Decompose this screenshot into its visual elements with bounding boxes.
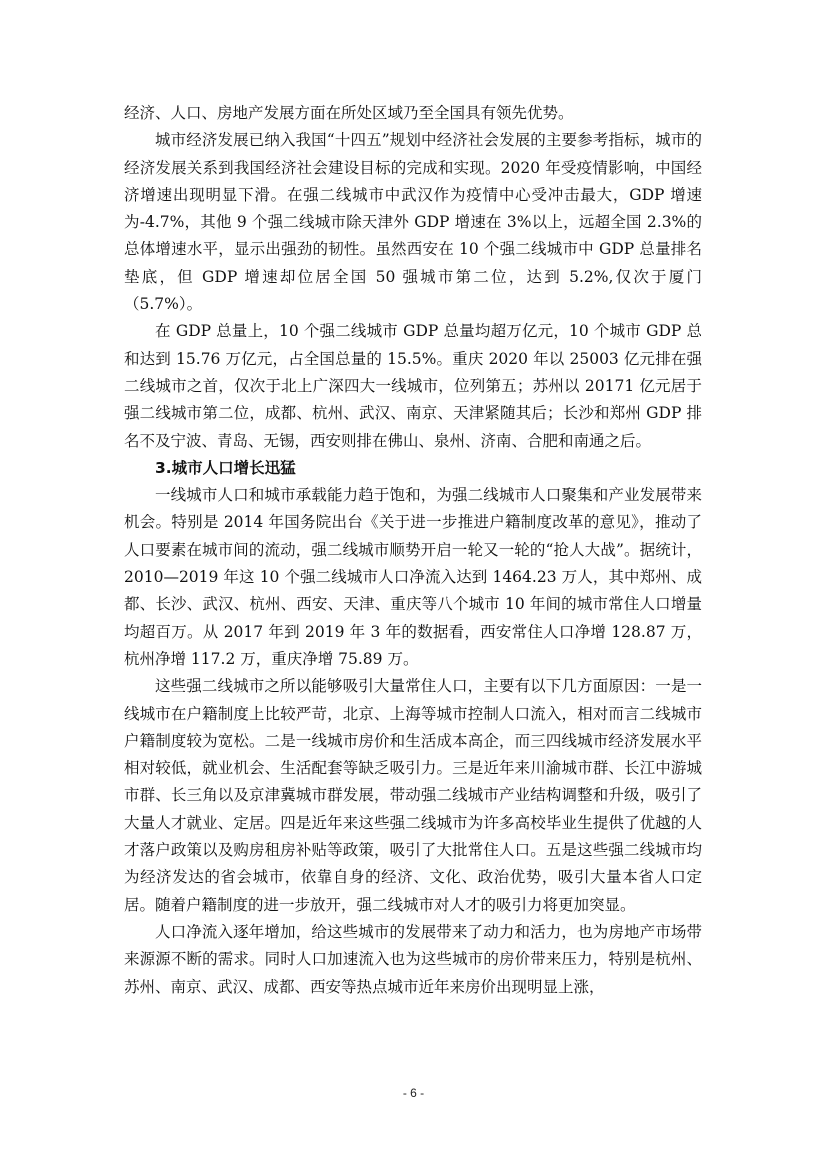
paragraph: 在 GDP 总量上，10 个强二线城市 GDP 总量均超万亿元，10 个城市 GDP 总和达到 15.76 万亿元，占全国总量的 15.5%。重庆 2020 年以 25003 亿元排在强二线城市之首，仅次于北上广深四大一线城市，位列第五；苏州以 20171 亿元居于强二线城市第二位，成都、杭州、武汉、南京、天津紧随其后；长沙和郑州 GDP 排名不及宁波、青岛、无锡，西安则排在佛山、泉州、济南、合肥和南通之后。 xyxy=(124,322,702,450)
page-number: - 6 - xyxy=(402,1086,425,1100)
page-body xyxy=(124,100,702,1001)
paragraph: 这些强二线城市之所以能够吸引大量常住人口，主要有以下几方面原因：一是一线城市在户籍制度上比较严苛，北京、上海等城市控制人口流入，相对而言二线城市户籍制度较为宽松。二是一线城市房价和生活成本高企，而三四线城市经济发展水平相对较低，就业机会、生活配套等缺乏吸引力。三是近年来川渝城市群、长江中游城市群、长三角以及京津冀城市群发展，带动强二线城市产业结构调整和升级，吸引了大量人才就业、定居。四是近年来这些强二线城市为许多高校毕业生提供了优越的人才落户政策以及购房租房补贴等政策，吸引了大批常住人口。五是这些强二线城市均为经济发达的省会城市，依靠自身的经济、文化、政治优势，吸引大量本省人口定居。随着户籍制度的进一步放开，强二线城市对人才的吸引力将更加突显。 xyxy=(124,677,702,914)
paragraph-continuation: 经济、人口、房地产发展方面在所处区域乃至全国具有领先优势。 xyxy=(124,104,574,122)
paragraph: 一线城市人口和城市承载能力趋于饱和，为强二线城市人口聚集和产业发展带来机会。特别是 2014 年国务院出台《关于进一步推进户籍制度改革的意见》，推动了人口要素在城市间的流动，强二线城市顺势开启一轮又一轮的“抢人大战”。据统计，2010—2019 年这 10 个强二线城市人口净流入达到 1464.23 万人，其中郑州、成都、长沙、武汉、杭州、西安、天津、重庆等八个城市 10 年间的城市常住人口增量均超百万。从 2017 年到 2019 年 3 年的数据看，西安常住人口净增 128.87 万，杭州净增 117.2 万，重庆净增 75.89 万。 xyxy=(124,486,702,668)
section-heading: 3.城市人口增长迅猛 xyxy=(155,458,296,477)
paragraph: 城市经济发展已纳入我国“十四五”规划中经济社会发展的主要参考指标，城市的经济发展关系到我国经济社会建设目标的完成和实现。2020 年受疫情影响，中国经济增速出现明显下滑。在强二线城市中武汉作为疫情中心受冲击最大，GDP 增速为-4.7%，其他 9 个强二线城市除天津外 GDP 增速在 3%以上，远超全国 2.3%的总体增速水平，显示出强劲的韧性。虽然西安在 10 个强二线城市中 GDP 总量排名垫底，但 GDP 增速却位居全国 50 强城市第二位，达到 5.2%,仅次于厦门（5.7%）。 xyxy=(124,131,702,314)
paragraph: 人口净流入逐年增加，给这些城市的发展带来了动力和活力，也为房地产市场带来源源不断的需求。同时人口加速流入也为这些城市的房价带来压力，特别是杭州、苏州、南京、武汉、成都、西安等热点城市近年来房价出现明显上涨， xyxy=(124,922,702,996)
